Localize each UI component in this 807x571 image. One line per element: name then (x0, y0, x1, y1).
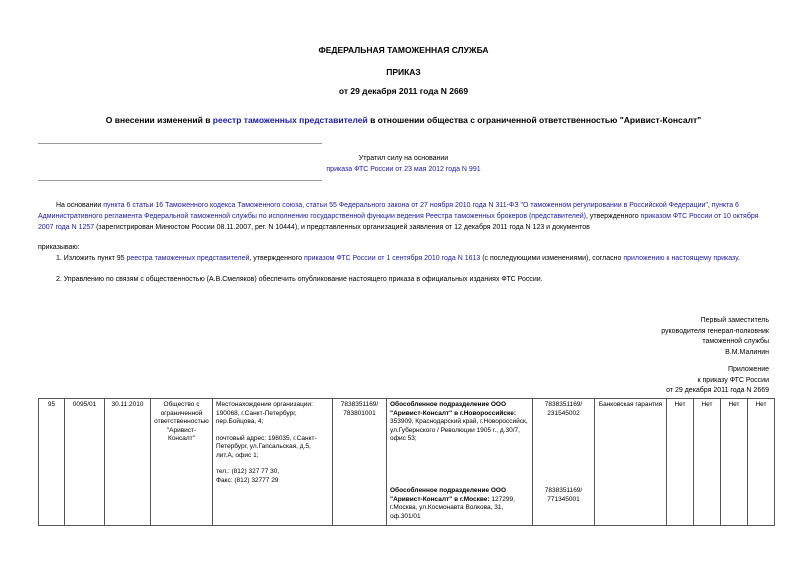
doc-type-heading: ПРИКАЗ (386, 67, 421, 77)
lost-force-note (250, 154, 557, 174)
cell-org-name: Общество с ограниченной ответственностью "Аривист-Консалт" (151, 399, 213, 526)
postal-label: почтовый адрес: (216, 434, 267, 442)
agency-heading: ФЕДЕРАЛЬНАЯ ТАМОЖЕННАЯ СЛУЖБА (318, 45, 489, 55)
title-text-before: О внесении изменений в (105, 115, 213, 125)
cell-guarantee: Банковская гарантия (595, 399, 667, 526)
federal-law-link[interactable]: статьи 55 Федерального закона от 27 ноября 2010 года N 311-ФЗ "О таможенном регулировании в Российской Федерации" (306, 202, 708, 209)
divider-top (38, 143, 322, 144)
preamble-text: , (707, 202, 712, 209)
divider-bottom (38, 180, 322, 181)
order-title (0, 115, 807, 125)
registry-link-2[interactable]: реестра таможенных представителей (126, 255, 250, 262)
fts-order-1257-link[interactable]: приказом ФТС России от 10 октября 2007 года N 1257 (38, 213, 759, 231)
preamble-paragraph (38, 200, 772, 233)
appendix-line: от 29 декабря 2011 года N 2669 (666, 387, 769, 394)
item1-text: . (737, 255, 740, 262)
cell-branch-2-inn: 7838351169/ 771345001 (533, 485, 595, 526)
item1-text: , утвержденного (249, 255, 304, 262)
appendix-heading (666, 365, 769, 397)
cell-branch-1 (387, 399, 533, 486)
appendix-line: Приложение (727, 366, 769, 373)
phone: тел.: (812) 327 77 30, (216, 468, 280, 475)
registry-table (38, 398, 775, 526)
preamble-text: , утвержденного (585, 213, 641, 220)
cell-no: Нет (721, 399, 748, 526)
cell-no: Нет (748, 399, 775, 526)
signature-name: В.М.Малинин (725, 348, 769, 356)
preamble-text: , (302, 202, 307, 209)
branch-1-address: 353909, Краснодарский край, г.Новороссийск, ул.Губернского / Революции 1905 г., д.30/7, офис 53; (390, 418, 528, 442)
branch-2-address: 127299, г.Москва, ул.Космонавта Волкова, 31, оф.301/01 (390, 495, 515, 520)
item1-text: 1. Изложить пункт 95 (56, 255, 127, 262)
signature-line: Первый заместитель (700, 317, 769, 324)
branch-1-name: Обособленное подразделение ООО "Аривист-Консалт" в г.Новороссийске: (390, 401, 517, 417)
admin-regulation-link[interactable]: пункта 6 Административного регламента Федеральной таможенной службы по исполнению государственной функции ведения Реестра таможенных брокеров (представителей) (38, 202, 739, 220)
lost-force-text: Утратил силу на основании (358, 155, 449, 162)
cell-reg-number: 0095/01 (65, 399, 105, 526)
preamble-text: (зарегистрирован Минюстом России 08.11.2007, рег. N 10444), и представленных организацией заявления от 12 декабря 2011 года N 123 и документов (94, 224, 590, 231)
fax: Факс: (812) 32777 29 (216, 476, 279, 484)
cell-inn-kpp: 7838351169/ 783801001 (333, 399, 387, 526)
item1-text: (с последующими изменениями), согласно (480, 255, 624, 262)
cell-no: Нет (694, 399, 721, 526)
location-value: 190068, г.Санкт-Петербург, пер.Бойцова, 4; (216, 409, 297, 425)
cell-address (213, 399, 333, 526)
location-label: Местонахождение организации: (216, 401, 313, 408)
order-date: от 29 декабря 2011 года N 2669 (338, 86, 469, 96)
branch-2-name: Обособленное подразделение ООО "Аривист-Консалт" в г.Москве: (390, 487, 507, 503)
signature-line: таможенной службы (702, 338, 769, 345)
fts-order-1613-link[interactable]: приказом ФТС России от 1 сентября 2010 года N 1613 (303, 255, 481, 262)
signature-block (661, 316, 769, 358)
cell-no: Нет (667, 399, 694, 526)
registry-link[interactable]: реестр таможенных представителей (212, 115, 368, 125)
lost-force-link[interactable]: приказа ФТС России от 23 мая 2012 года N 991 (326, 166, 481, 173)
signature-line: руководителя генерал-полковник (661, 327, 769, 335)
order-item-1 (56, 254, 776, 263)
cell-branch-2 (387, 485, 533, 526)
appendix-link[interactable]: приложению к настоящему приказу (623, 255, 738, 262)
preamble-text: На основании (56, 202, 104, 209)
order-item-2: 2. Управлению по связям с общественностью (А.В.Смеляков) обеспечить опубликование настоящего приказа в официальных изданиях ФТС России. (56, 276, 543, 283)
cell-branch-1-inn: 7838351169/ 231545002 (533, 399, 595, 486)
title-text-after: в отношении общества с ограниченной ответственностью "Аривист-Консалт" (367, 115, 702, 125)
cell-date: 30.11.2010 (105, 399, 151, 526)
appendix-line: к приказу ФТС России (697, 376, 769, 384)
table-row (39, 399, 775, 486)
postal-value: 198035, г.Санкт-Петербург, ул.Гапсальская, д.5, лит.А, офис 1; (216, 434, 317, 459)
customs-code-link[interactable]: пункта 6 статьи 16 Таможенного кодекса Таможенного союза (103, 202, 303, 209)
cell-number: 95 (39, 399, 65, 526)
order-word: приказываю: (38, 244, 80, 251)
